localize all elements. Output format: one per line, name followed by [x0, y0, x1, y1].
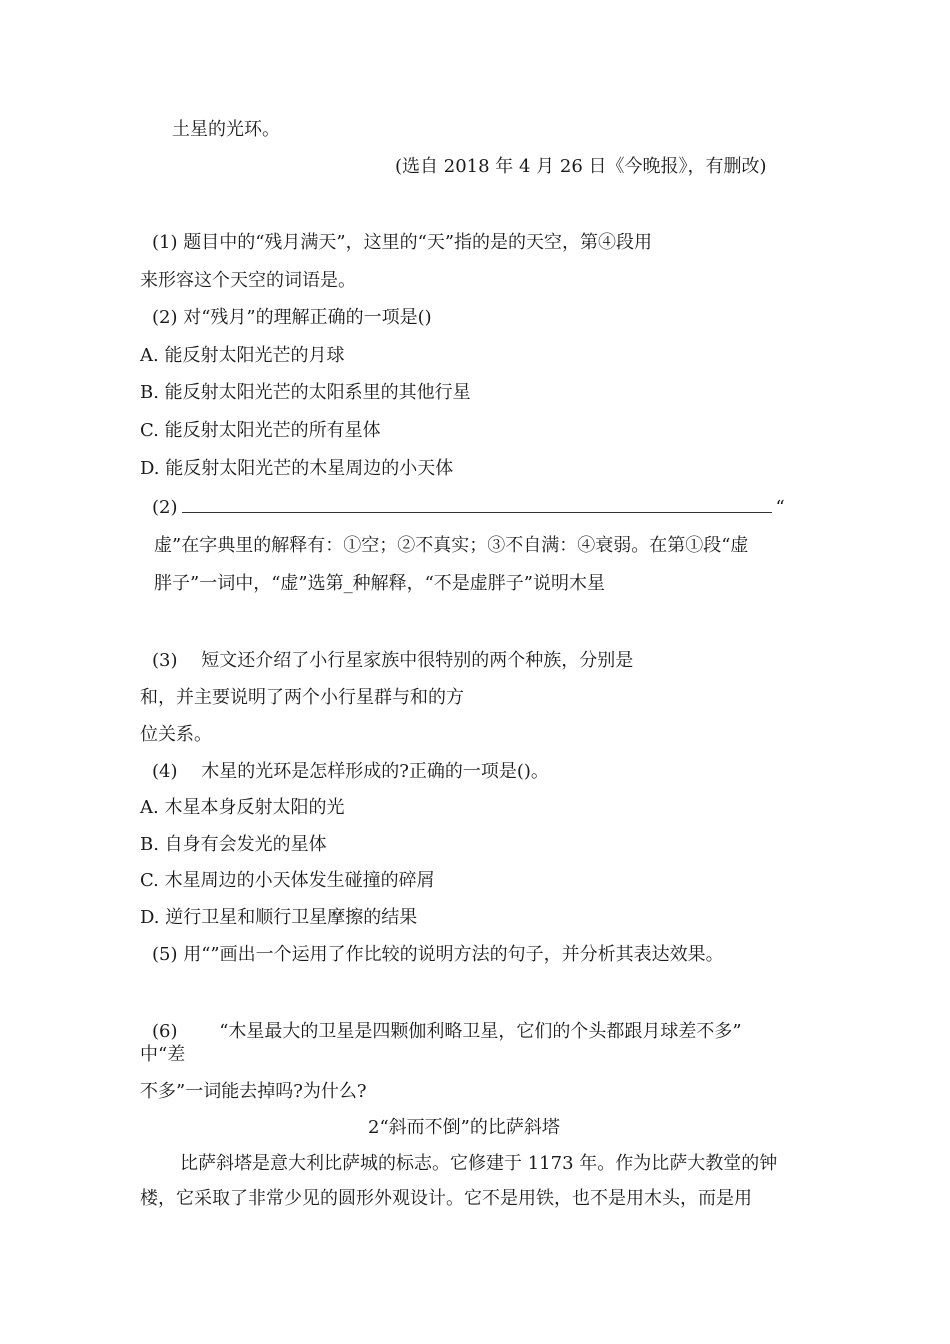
question-1-continued: 来形容这个天空的词语是。 [140, 270, 356, 291]
question-6-wrap: 中“差 [140, 1044, 186, 1065]
option-d: D. 能反射太阳光芒的木星周边的小天体 [140, 458, 454, 479]
question-2b-body-2: 胖子”一词中，“虚”选第_种解释，“不是虚胖子”说明木星 [154, 573, 606, 594]
paragraph-end: 土星的光环。 [172, 119, 280, 140]
section-title: 2“斜而不倒”的比萨斜塔 [368, 1117, 560, 1138]
question-2b-number: (2) [152, 497, 178, 518]
option-b: B. 自身有会发光的星体 [140, 834, 327, 855]
option-d: D. 逆行卫星和顺行卫星摩擦的结果 [140, 907, 418, 928]
question-6-continued: 不多”一词能去掉吗?为什么? [140, 1081, 367, 1102]
question-2b-body: 虚”在字典里的解释有：①空；②不真实；③不自满：④衰弱。在第①段“虚 [154, 535, 749, 556]
option-a: A. 能反射太阳光芒的月球 [140, 345, 345, 366]
question-3-end: 位关系。 [140, 724, 212, 745]
option-c: C. 能反射太阳光芒的所有星体 [140, 420, 381, 441]
question-2b-quote: “ [775, 497, 785, 518]
question-2b [152, 496, 785, 520]
question-6: (6) “木星最大的卫星是四颗伽利略卫星，它们的个头都跟月球差不多” [152, 1021, 742, 1042]
question-4: (4) 木星的光环是怎样形成的?正确的一项是()。 [152, 761, 549, 782]
question-5: (5) 用“”画出一个运用了作比较的说明方法的句子，并分析其表达效果。 [152, 944, 724, 965]
option-a: A. 木星本身反射太阳的光 [140, 797, 345, 818]
question-3-continued: 和，并主要说明了两个小行星群与和的方 [140, 687, 464, 708]
option-c: C. 木星周边的小天体发生碰撞的碎屑 [140, 870, 435, 891]
answer-blank [182, 496, 772, 513]
option-b: B. 能反射太阳光芒的太阳系里的其他行星 [140, 382, 471, 403]
body-paragraph-continued: 楼，它采取了非常少见的圆形外观设计。它不是用铁，也不是用木头，而是用 [140, 1188, 752, 1209]
question-2: (2) 对“残月”的理解正确的一项是() [152, 307, 432, 328]
question-3: (3) 短文还介绍了小行星家族中很特别的两个种族，分别是 [152, 650, 634, 671]
question-1: (1) 题目中的“残月满天”，这里的“天”指的是的天空，第④段用 [152, 232, 653, 253]
body-paragraph: 比萨斜塔是意大利比萨城的标志。它修建于 1173 年。作为比萨大教堂的钟 [180, 1153, 778, 1174]
source-citation: (选自 2018 年 4 月 26 日《今晚报》，有删改) [395, 156, 767, 177]
